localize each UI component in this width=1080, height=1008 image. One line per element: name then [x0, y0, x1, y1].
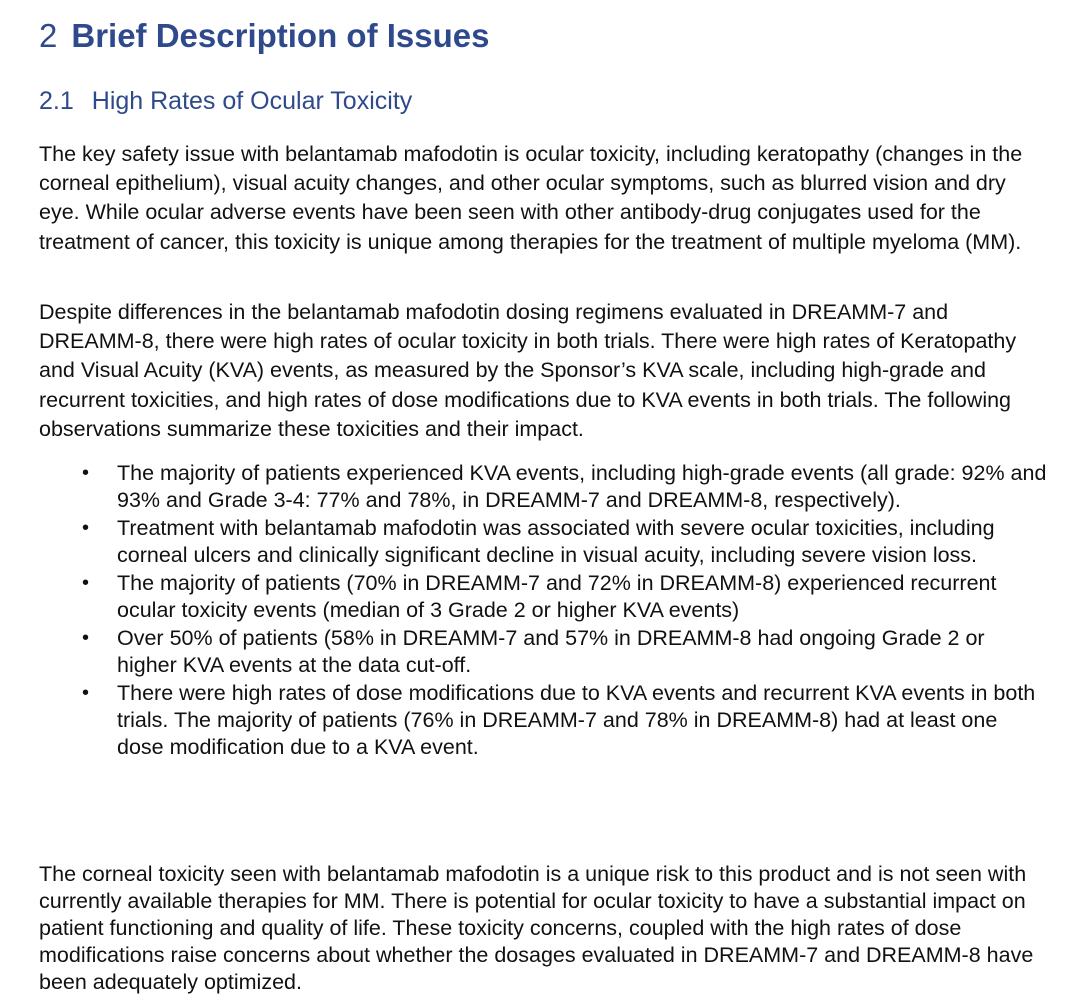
subsection-heading [39, 85, 412, 117]
section-title: Brief Description of Issues [71, 17, 490, 54]
list-item-text: Treatment with belantamab mafodotin was associated with severe ocular toxicities, including corneal ulcers and clinically significant decline in visual acuity, including severe vision loss. [117, 516, 995, 567]
bullet-icon: • [82, 682, 90, 704]
section-heading [39, 16, 489, 56]
subsection-number: 2.1 [39, 87, 74, 115]
observations-list [39, 460, 1049, 762]
bullet-icon: • [82, 517, 90, 539]
list-item-text: Over 50% of patients (58% in DREAMM-7 and 57% in DREAMM-8 had ongoing Grade 2 or higher KVA events at the data cut-off. [117, 626, 985, 677]
list-item [39, 515, 1049, 569]
section-number: 2 [39, 17, 58, 54]
paragraph-conclusion: The corneal toxicity seen with belantamab mafodotin is a unique risk to this product and is not seen with currently available therapies for MM. There is potential for ocular toxicity to have a substantial impact on patient functioning and quality of life. These toxicity concerns, coupled with the high rates of dose modifications raise concerns about whether the dosages evaluated in DREAMM-7 and DREAMM-8 have been adequately optimized. [39, 862, 1034, 994]
list-item-text: The majority of patients experienced KVA events, including high-grade events (all grade: 92% and 93% and Grade 3-4: 77% and 78%, in DREAMM-7 and DREAMM-8, respectively). [117, 461, 1047, 512]
list-item [39, 625, 1049, 679]
list-item [39, 570, 1049, 624]
bullet-icon: • [82, 572, 90, 594]
list-item-text: There were high rates of dose modifications due to KVA events and recurrent KVA events in both trials. The majority of patients (76% in DREAMM-7 and 78% in DREAMM-8) had at least one dose modification due to a KVA event. [117, 681, 1036, 759]
bullet-icon: • [82, 462, 90, 484]
list-item-text: The majority of patients (70% in DREAMM-7 and 72% in DREAMM-8) experienced recurrent ocular toxicity events (median of 3 Grade 2 or higher KVA events) [117, 571, 997, 622]
list-item [39, 460, 1049, 514]
bullet-icon: • [82, 627, 90, 649]
paragraph-intro: The key safety issue with belantamab mafodotin is ocular toxicity, including keratopathy (changes in the corneal epithelium), visual acuity changes, and other ocular symptoms, such as blurred vision and dry eye. While ocular adverse events have been seen with other antibody-drug conjugates used for the treatment of cancer, this toxicity is unique among therapies for the treatment of multiple myeloma (MM). [39, 142, 1023, 254]
subsection-title: High Rates of Ocular Toxicity [91, 87, 413, 115]
paragraph-trials: Despite differences in the belantamab mafodotin dosing regimens evaluated in DREAMM-7 and DREAMM-8, there were high rates of ocular toxicity in both trials. There were high rates of Keratopathy and Visual Acuity (KVA) events, as measured by the Sponsor’s KVA scale, including high-grade and recurrent toxicities, and high rates of dose modifications due to KVA events in both trials. The following observations summarize these toxicities and their impact. [39, 300, 1017, 441]
list-item [39, 680, 1049, 761]
